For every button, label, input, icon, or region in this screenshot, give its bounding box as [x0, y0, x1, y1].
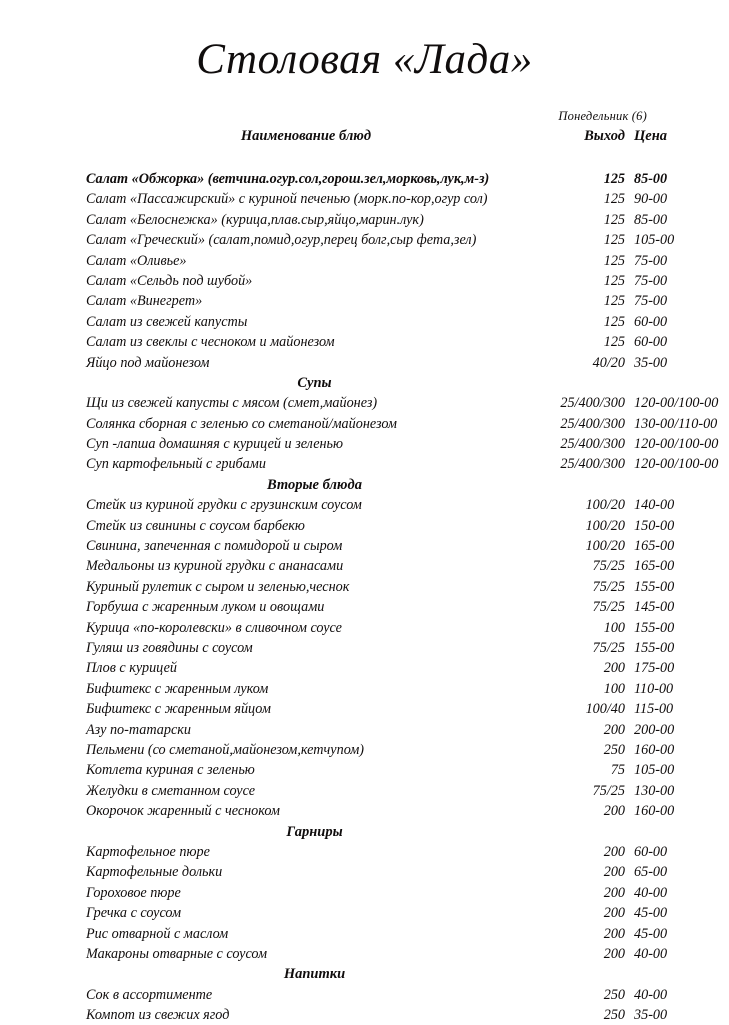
column-header-price: Цена [634, 128, 668, 144]
menu-row [0, 658, 729, 678]
dish-output: 25/400/300 [560, 395, 625, 412]
weekday-label: Понедельник (6) [558, 109, 647, 123]
dish-output: 100/20 [585, 517, 625, 534]
section-title: Вторые блюда [267, 476, 362, 493]
menu-row [0, 903, 729, 923]
dish-output: 125 [603, 334, 625, 351]
dish-price: 200-00 [634, 721, 675, 738]
menu-row [0, 536, 729, 556]
dish-name: Окорочок жаренный с чесноком [86, 803, 280, 820]
menu-row [0, 577, 729, 597]
dish-output: 125 [603, 252, 625, 269]
dish-name: Салат «Обжорка» (ветчина.огур.сол,горош.зел,морковь,лук,м-з) [86, 171, 490, 187]
menu-row [0, 781, 729, 801]
dish-name: Азу по-татарски [86, 721, 192, 738]
dish-price: 40-00 [634, 986, 668, 1003]
dish-output: 75 [610, 762, 625, 779]
dish-name: Салат из свеклы с чесноком и майонезом [86, 334, 335, 351]
dish-price: 120-00/100-00 [634, 395, 719, 412]
dish-price: 65-00 [634, 864, 668, 881]
dish-name: Салат «Винегрет» [86, 293, 203, 310]
dish-name: Куриный рулетик с сыром и зеленью,чеснок [86, 578, 350, 595]
dish-output: 75/25 [592, 599, 625, 616]
dish-name: Желудки в сметанном соусе [86, 782, 256, 799]
dish-price: 130-00 [634, 782, 675, 799]
dish-price: 120-00/100-00 [634, 436, 719, 453]
dish-output: 75/25 [592, 578, 625, 595]
dish-price: 155-00 [634, 578, 675, 595]
dish-name: Салат «Белоснежка» (курица,плав.сыр,яйцо,марин.лук) [86, 211, 424, 228]
dish-price: 145-00 [634, 599, 675, 616]
menu-row [0, 291, 729, 311]
menu-row [0, 434, 729, 454]
menu-row [0, 251, 729, 271]
menu-row [0, 393, 729, 413]
menu-row [0, 230, 729, 250]
dish-name: Солянка сборная с зеленью со сметаной/майонезом [86, 415, 397, 432]
dish-price: 140-00 [634, 497, 675, 514]
menu-row [0, 1005, 729, 1025]
menu-row [0, 332, 729, 352]
dish-name: Горбуша с жаренным луком и овощами [86, 599, 325, 616]
column-header-output: Выход [584, 128, 625, 144]
dish-output: 100/20 [585, 538, 625, 555]
dish-output: 250 [603, 1007, 625, 1024]
menu-row [0, 597, 729, 617]
dish-output: 25/400/300 [560, 436, 625, 453]
dish-price: 165-00 [634, 538, 675, 555]
dish-name: Гуляш из говядины с соусом [86, 640, 253, 657]
dish-output: 100 [603, 680, 625, 697]
menu-row [0, 842, 729, 862]
dish-output: 200 [603, 945, 625, 962]
dish-price: 75-00 [634, 272, 668, 289]
dish-output: 75/25 [592, 558, 625, 575]
dish-output: 125 [603, 293, 625, 310]
dish-output: 200 [603, 721, 625, 738]
menu-row [0, 760, 729, 780]
dish-output: 25/400/300 [560, 456, 625, 473]
dish-output: 125 [603, 232, 625, 249]
dish-price: 175-00 [634, 660, 675, 677]
dish-price: 60-00 [634, 843, 668, 860]
dish-output: 200 [603, 660, 625, 677]
dish-name: Суп картофельный с грибами [86, 456, 266, 473]
menu-row [0, 985, 729, 1005]
dish-price: 105-00 [634, 762, 675, 779]
dish-price: 45-00 [634, 905, 668, 922]
dish-name: Компот из свежих ягод [86, 1007, 230, 1024]
menu-row [0, 801, 729, 821]
menu-row [0, 353, 729, 373]
menu-row [0, 556, 729, 576]
dish-output: 200 [603, 864, 625, 881]
dish-price: 75-00 [634, 293, 668, 310]
dish-output: 125 [603, 191, 625, 208]
dish-name: Пельмени (со сметаной,майонезом,кетчупом) [86, 741, 365, 758]
dish-price: 110-00 [634, 680, 674, 697]
dish-price: 90-00 [634, 191, 668, 208]
menu-row [0, 271, 729, 291]
dish-name: Салат «Оливье» [86, 252, 187, 269]
menu-row [0, 454, 729, 474]
dish-price: 120-00/100-00 [634, 456, 719, 473]
dish-output: 200 [603, 925, 625, 942]
menu-row [0, 618, 729, 638]
dish-output: 125 [603, 211, 625, 228]
dish-price: 105-00 [634, 232, 675, 249]
dish-output: 25/400/300 [560, 415, 625, 432]
menu-row [0, 720, 729, 740]
section-title: Напитки [283, 966, 346, 983]
dish-price: 160-00 [634, 803, 675, 820]
dish-output: 100/20 [585, 497, 625, 514]
dish-price: 130-00/110-00 [634, 415, 718, 432]
section-title: Супы [297, 374, 332, 391]
dish-output: 250 [603, 741, 625, 758]
dish-name: Плов с курицей [86, 660, 178, 677]
page-title: Столовая «Лада» [196, 36, 533, 83]
dish-name: Медальоны из куриной грудки с ананасами [86, 558, 344, 575]
dish-name: Стейк из свинины с соусом барбекю [86, 517, 305, 534]
dish-output: 100/40 [585, 701, 625, 718]
dish-name: Бифштекс с жаренным луком [86, 680, 269, 697]
dish-output: 125 [603, 272, 625, 289]
menu-row [0, 883, 729, 903]
dish-name: Картофельное пюре [86, 843, 210, 860]
dish-name: Стейк из куриной грудки с грузинским соусом [86, 497, 362, 514]
dish-name: Салат из свежей капусты [86, 313, 248, 330]
menu-body [0, 169, 729, 1025]
dish-price: 155-00 [634, 640, 675, 657]
menu-row [0, 495, 729, 515]
column-header-dish-name: Наименование блюд [240, 128, 372, 144]
dish-name: Салат «Сельдь под шубой» [86, 272, 253, 289]
dish-output: 200 [603, 884, 625, 901]
menu-row [0, 189, 729, 209]
dish-name: Гречка с соусом [86, 905, 182, 922]
menu-row [0, 169, 729, 189]
dish-price: 75-00 [634, 252, 668, 269]
dish-name: Гороховое пюре [86, 884, 181, 901]
dish-price: 85-00 [634, 211, 668, 228]
menu-row [0, 862, 729, 882]
dish-price: 40-00 [634, 945, 668, 962]
dish-name: Суп -лапша домашняя с курицей и зеленью [86, 436, 344, 453]
dish-name: Курица «по-королевски» в сливочном соусе [86, 619, 342, 636]
menu-row [0, 414, 729, 434]
dish-output: 200 [603, 905, 625, 922]
dish-name: Макароны отварные с соусом [86, 945, 267, 962]
dish-name: Щи из свежей капусты с мясом (смет,майонез) [86, 395, 378, 412]
dish-name: Яйцо под майонезом [86, 354, 210, 371]
dish-output: 250 [603, 986, 625, 1003]
dish-output: 125 [603, 313, 625, 330]
dish-output: 100 [603, 619, 625, 636]
dish-output: 75/25 [592, 782, 625, 799]
menu-row [0, 312, 729, 332]
dish-price: 155-00 [634, 619, 675, 636]
menu-row [0, 924, 729, 944]
menu-row [0, 740, 729, 760]
dish-name: Сок в ассортименте [86, 986, 213, 1003]
dish-name: Свинина, запеченная с помидорой и сыром [86, 538, 343, 555]
dish-output: 200 [603, 803, 625, 820]
menu-row [0, 679, 729, 699]
dish-price: 85-00 [634, 171, 668, 187]
menu-row [0, 516, 729, 536]
dish-price: 40-00 [634, 884, 668, 901]
table-header [0, 109, 729, 161]
dish-price: 115-00 [634, 701, 674, 718]
dish-price: 160-00 [634, 741, 675, 758]
menu-row [0, 210, 729, 230]
dish-output: 200 [603, 843, 625, 860]
dish-price: 150-00 [634, 517, 675, 534]
dish-name: Салат «Пассажирский» с куриной печенью (морк.по-кор,огур сол) [86, 191, 488, 208]
section-title: Гарниры [286, 823, 343, 840]
dish-price: 165-00 [634, 558, 675, 575]
dish-price: 60-00 [634, 313, 668, 330]
dish-name: Салат «Греческий» (салат,помид,огур,перец болг,сыр фета,зел) [86, 232, 477, 249]
dish-price: 35-00 [634, 1007, 668, 1024]
dish-price: 45-00 [634, 925, 668, 942]
dish-name: Бифштекс с жаренным яйцом [86, 701, 271, 718]
menu-row [0, 944, 729, 964]
dish-output: 125 [603, 171, 625, 187]
menu-row [0, 699, 729, 719]
dish-name: Рис отварной с маслом [86, 925, 229, 942]
dish-price: 60-00 [634, 334, 668, 351]
dish-output: 40/20 [592, 354, 625, 371]
dish-name: Картофельные дольки [86, 864, 223, 881]
dish-price: 35-00 [634, 354, 668, 371]
dish-output: 75/25 [592, 640, 625, 657]
menu-row [0, 638, 729, 658]
dish-name: Котлета куриная с зеленью [86, 762, 255, 779]
